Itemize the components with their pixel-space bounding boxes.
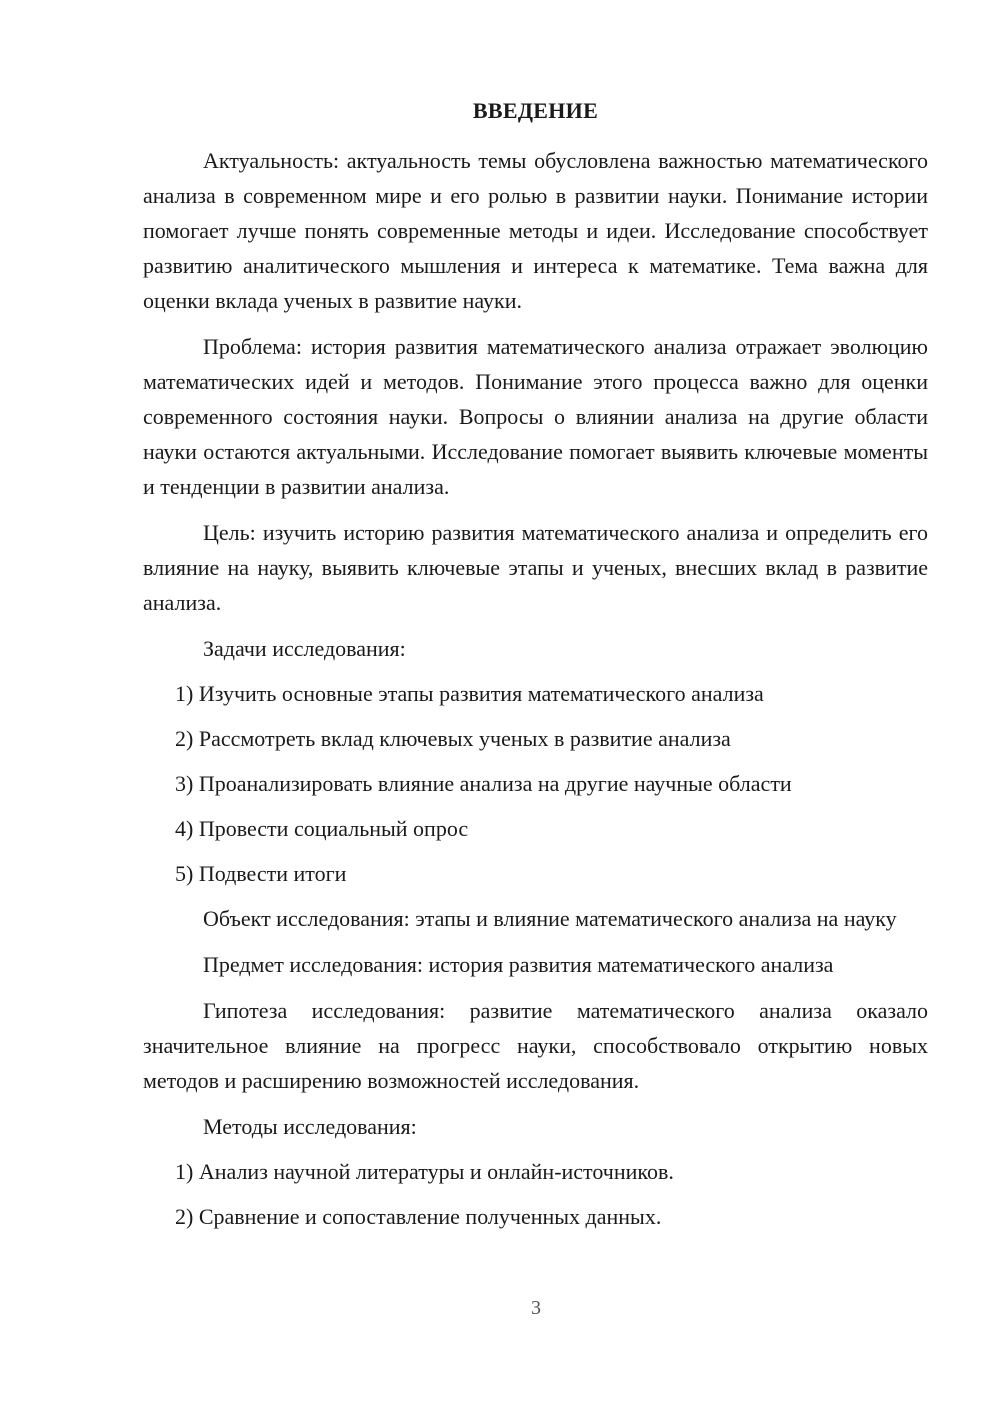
task-text: Провести социальный опрос [198, 816, 469, 841]
task-item [143, 766, 928, 801]
subject-paragraph: Предмет исследования: история развития математического анализа [203, 952, 834, 977]
task-number: 1) [175, 681, 194, 706]
method-item [143, 1154, 928, 1189]
method-text: Сравнение и сопоставление полученных данных. [198, 1204, 662, 1229]
section-title: ВВЕДЕНИЕ [472, 98, 599, 123]
task-number: 4) [175, 816, 194, 841]
page-number: 3 [531, 1297, 541, 1319]
object-paragraph: Объект исследования: этапы и влияние математического анализа на науку [203, 906, 897, 931]
task-number: 3) [175, 771, 194, 796]
method-text: Анализ научной литературы и онлайн-источников. [198, 1159, 674, 1184]
task-number: 5) [175, 861, 194, 886]
hypothesis-paragraph: Гипотеза исследования: развитие математического анализа оказало значительное влияние на прогресс науки, способствовало открытию новых методов и расширению возможностей исследования. [143, 998, 928, 1093]
task-item [143, 811, 928, 846]
problem-paragraph: Проблема: история развития математического анализа отражает эволюцию математических идей и методов. Понимание этого процесса важно для оценки современного состояния науки. Вопросы о влиянии анализа на другие области науки остаются актуальными. Исследование помогает выявить ключевые моменты и тенденции в развитии анализа. [143, 334, 928, 499]
task-text: Подвести итоги [198, 861, 347, 886]
task-item [143, 721, 928, 756]
task-item [143, 856, 928, 891]
task-text: Проанализировать влияние анализа на другие научные области [198, 771, 792, 796]
task-number: 2) [175, 726, 194, 751]
methods-heading: Методы исследования: [203, 1114, 417, 1139]
tasks-heading: Задачи исследования: [203, 636, 406, 661]
goal-paragraph: Цель: изучить историю развития математического анализа и определить его влияние на науку, выявить ключевые этапы и ученых, внесших вклад в развитие анализа. [143, 520, 928, 615]
relevance-paragraph: Актуальность: актуальность темы обусловлена важностью математического анализа в современном мире и его ролью в развитии науки. Понимание истории помогает лучше понять современные методы и идеи. Исследование способствует развитию аналитического мышления и интереса к математике. Тема важна для оценки вклада ученых в развитие науки. [143, 148, 928, 313]
page-content [143, 95, 928, 1244]
method-item [143, 1199, 928, 1234]
task-item [143, 676, 928, 711]
task-text: Изучить основные этапы развития математического анализа [198, 681, 764, 706]
tasks-list [143, 676, 928, 891]
task-text: Рассмотреть вклад ключевых ученых в развитие анализа [198, 726, 731, 751]
method-number: 1) [175, 1159, 194, 1184]
method-number: 2) [175, 1204, 194, 1229]
methods-list [143, 1154, 928, 1234]
